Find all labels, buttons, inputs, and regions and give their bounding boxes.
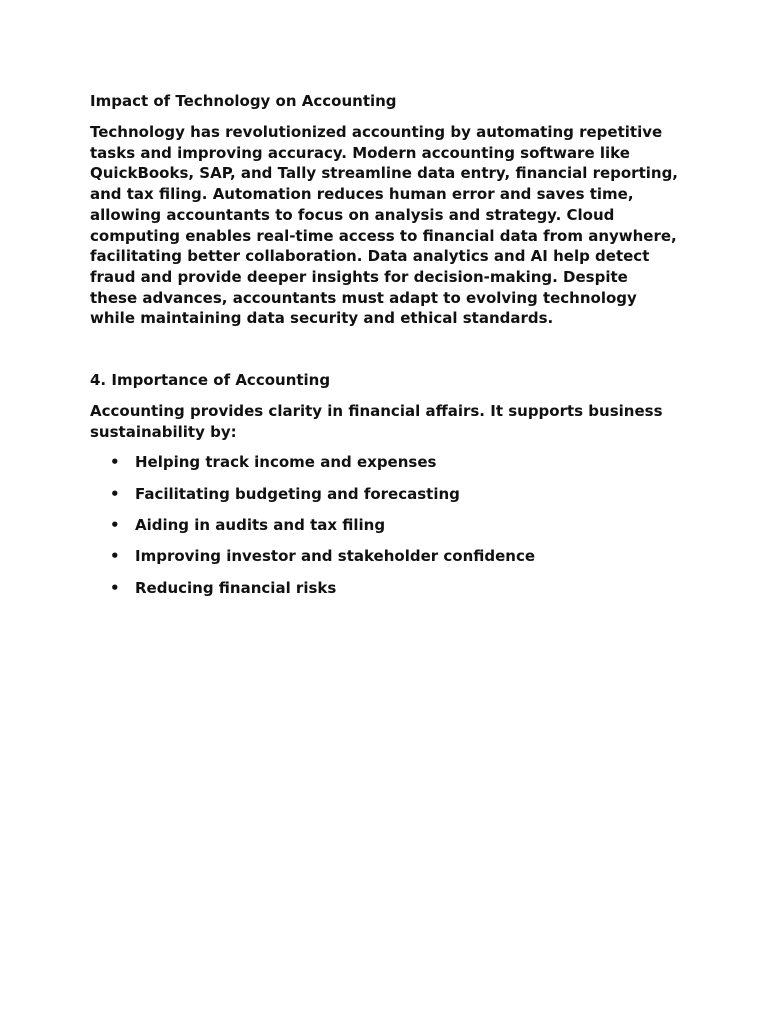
list-item-text: Aiding in audits and tax filing [135, 516, 386, 535]
list-item [90, 515, 680, 536]
list-item [90, 452, 680, 473]
document-page [90, 91, 680, 609]
list-item [90, 546, 680, 567]
list-item-text: Reducing financial risks [135, 578, 337, 597]
bullet-icon: • [110, 578, 120, 597]
list-item [90, 484, 680, 505]
section-heading: 4. Importance of Accounting [90, 371, 331, 390]
section-heading: Impact of Technology on Accounting [90, 92, 397, 110]
section-paragraph: Technology has revolutionized accounting by automating repetitive tasks and improving accuracy. Modern accounting software like QuickBooks, SAP, and Tally streamline data entry, financial reporting, and tax filing. Automation reduces human error and saves time, allowing accountants to focus on analysis and strategy. Cloud computing enables real-time access to financial data from anywhere, facilitating better collaboration. Data analytics and AI help detect fraud and provide deeper insights for decision-making. Despite these advances, accountants must adapt to evolving technology while maintaining data security and ethical standards. [90, 123, 679, 328]
section-intro: Accounting provides clarity in financial affairs. It supports business sustainability by: [90, 402, 663, 441]
bullet-list [90, 452, 680, 598]
bullet-icon: • [110, 453, 120, 472]
section-importance-of-accounting [90, 370, 680, 599]
bullet-icon: • [110, 484, 120, 503]
section-technology-impact [90, 91, 680, 329]
bullet-icon: • [110, 547, 120, 566]
list-item-text: Facilitating budgeting and forecasting [135, 484, 460, 503]
bullet-icon: • [110, 516, 120, 535]
list-item [90, 578, 680, 599]
list-item-text: Helping track income and expenses [135, 453, 437, 472]
list-item-text: Improving investor and stakeholder confidence [135, 547, 536, 566]
